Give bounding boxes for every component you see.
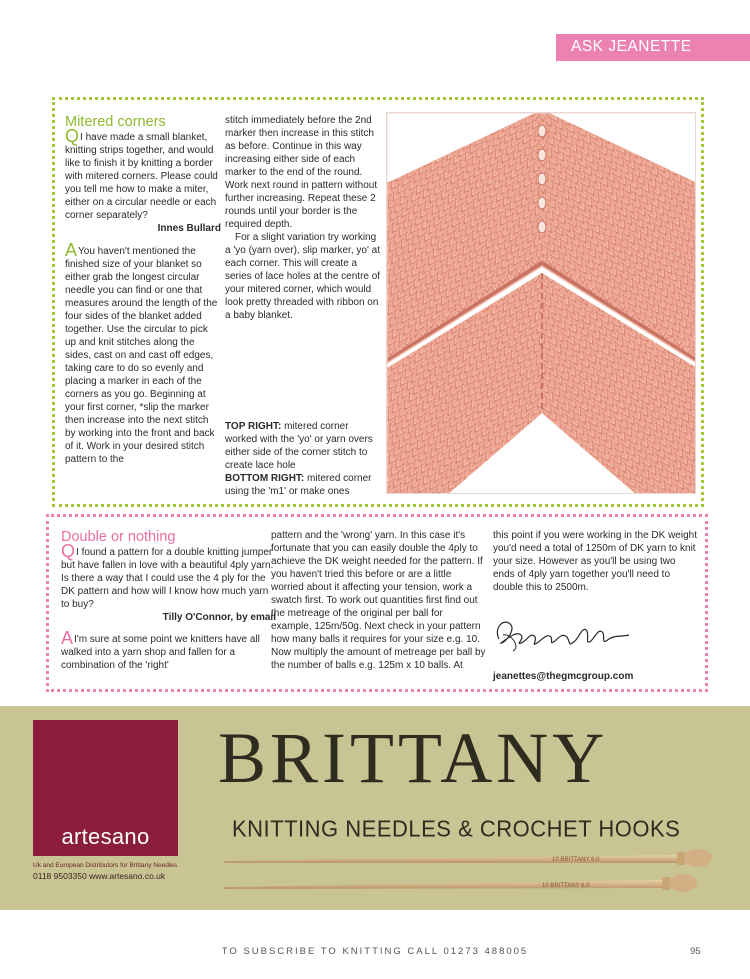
- article2-answer: [61, 628, 276, 672]
- artesano-logo: [33, 720, 178, 856]
- article2-question-text: I found a pattern for a double knitting jumper but have fallen in love with a beautiful 4ply yarn. Is there a way that I could use the 4 ply for the DK pattern and how will I know how much yarn to buy?: [61, 547, 274, 610]
- section-tab: ASK JEANETTE: [556, 34, 750, 61]
- article2-answer-conclusion: this point if you were working in the DK weight you'd need a total of 1250m of DK yarn to knit your size. However as you'll be using two ends of 4ply yarn together you'll need to double this to 2500m.: [493, 530, 697, 593]
- article2-column-1: [61, 529, 276, 672]
- article1-column-2: [225, 114, 381, 322]
- photo-captions: [225, 420, 381, 498]
- article1-title: Mitered corners: [65, 114, 166, 130]
- distributor-info: [33, 861, 177, 882]
- answer-drop-cap: A: [65, 240, 78, 260]
- needle-bottom: [224, 874, 697, 892]
- needle-stamp-bottom: 10 BRITTANY 6.0: [542, 883, 590, 889]
- article1-question-text: I have made a small blanket, knitting strips together, and would like to finish it by knitting a border with mitered corners. Please could you tell me how to make a miter, either on a circular needle or each corner separately?: [65, 132, 218, 221]
- answer-drop-cap: A: [61, 628, 74, 648]
- article2-column-2: [271, 529, 486, 672]
- article1-question: [65, 126, 221, 222]
- brand-name: BRITTANY: [218, 718, 609, 798]
- article1-answer: [65, 240, 221, 466]
- handwritten-signature: [491, 613, 641, 657]
- article1-answer-continued: stitch immediately before the 2nd marker then increase in this stitch as before. Continue in this way increasing either side of each marker to the end of the round. Work next round in pattern without further increasing. Repeat these 2 rounds until your border is the required depth.: [225, 115, 378, 230]
- needle-stamp-top: 10 BRITTANY 6.0: [552, 857, 600, 863]
- distributor-contact: 0118 9503350 www.artesano.co.uk: [33, 871, 166, 881]
- brand-tagline: KNITTING NEEDLES & CROCHET HOOKS: [232, 815, 681, 842]
- knitted-mitered-corner-photo: [386, 112, 696, 494]
- article1-author: Innes Bullard: [157, 223, 221, 234]
- article1-answer-text: You haven't mentioned the finished size of your blanket so either grab the longest circular needle you can find or one that measures around the length of the four sides of the blanket added together. Use the circular to pick up and knit stitches along the sides, cast on and cast off edges, taking care to do so evenly and placing a marker in each of the corners as you go. Beginning at your first corner, *slip the marker then increase into the next stitch by working into the front and back of it. Work in your desired stitch pattern to the: [65, 246, 218, 465]
- article-mitered-corners: [52, 97, 704, 507]
- question-drop-cap: Q: [65, 126, 80, 146]
- article2-title: Double or nothing: [61, 529, 176, 545]
- article2-question: [61, 541, 276, 611]
- article2-author: Tilly O'Connor, by email: [162, 612, 276, 623]
- caption-bottom-right: [225, 472, 381, 498]
- article1-variation: For a slight variation try working a 'yo (yarn over), slip marker, yo' at each corner. This will create a series of lace holes at the centre of your mitered corner, which would look pretty threaded with ribbon on a baby blanket.: [225, 232, 381, 321]
- artesano-logo-text: artesano: [61, 824, 150, 849]
- distributor-text: Uk and European Distributors for Brittany Needles: [33, 862, 178, 869]
- contact-email[interactable]: jeanettes@thegmcgroup.com: [493, 671, 634, 682]
- brittany-advert: [0, 706, 750, 910]
- caption-bottom-right-label: BOTTOM RIGHT:: [225, 473, 305, 484]
- knitting-needles-illustration: [222, 844, 717, 899]
- article-double-or-nothing: [46, 514, 708, 692]
- needle-top: [224, 849, 712, 867]
- caption-bottom-right-text: mitered corner using the 'm1' or make ones: [225, 473, 372, 497]
- caption-top-right: [225, 420, 381, 472]
- knit-swatch-illustration: [387, 113, 696, 494]
- article2-answer-continued: pattern and the 'wrong' yarn. In this case it's fortunate that you can easily double the 4ply to achieve the DK weight needed for the pattern. If you haven't tried this before or are a little worried about it affecting your tension, work a swatch first. To work out quantities first find out the metreage of the original per ball for example, 125m/50g. Next check in your pattern how many balls it requires for your size e.g. 10. Now multiply the amount of metreage per ball by the number of balls e.g. 125m x 10 balls. At: [271, 530, 486, 671]
- question-drop-cap: Q: [61, 541, 76, 561]
- caption-top-right-text: mitered corner worked with the 'yo' or yarn overs either side of the corner stitch to create lace hole: [225, 421, 373, 471]
- subscribe-footer: TO SUBSCRIBE TO KNITTING CALL 01273 488005: [221, 946, 529, 957]
- article2-answer-text: I'm sure at some point we knitters have all walked into a yarn shop and fallen for a combination of the 'right': [61, 634, 260, 671]
- caption-top-right-label: TOP RIGHT:: [225, 421, 282, 432]
- page-number: 95: [690, 946, 701, 957]
- article1-column-1: [65, 114, 221, 466]
- article2-column-3: [493, 529, 698, 594]
